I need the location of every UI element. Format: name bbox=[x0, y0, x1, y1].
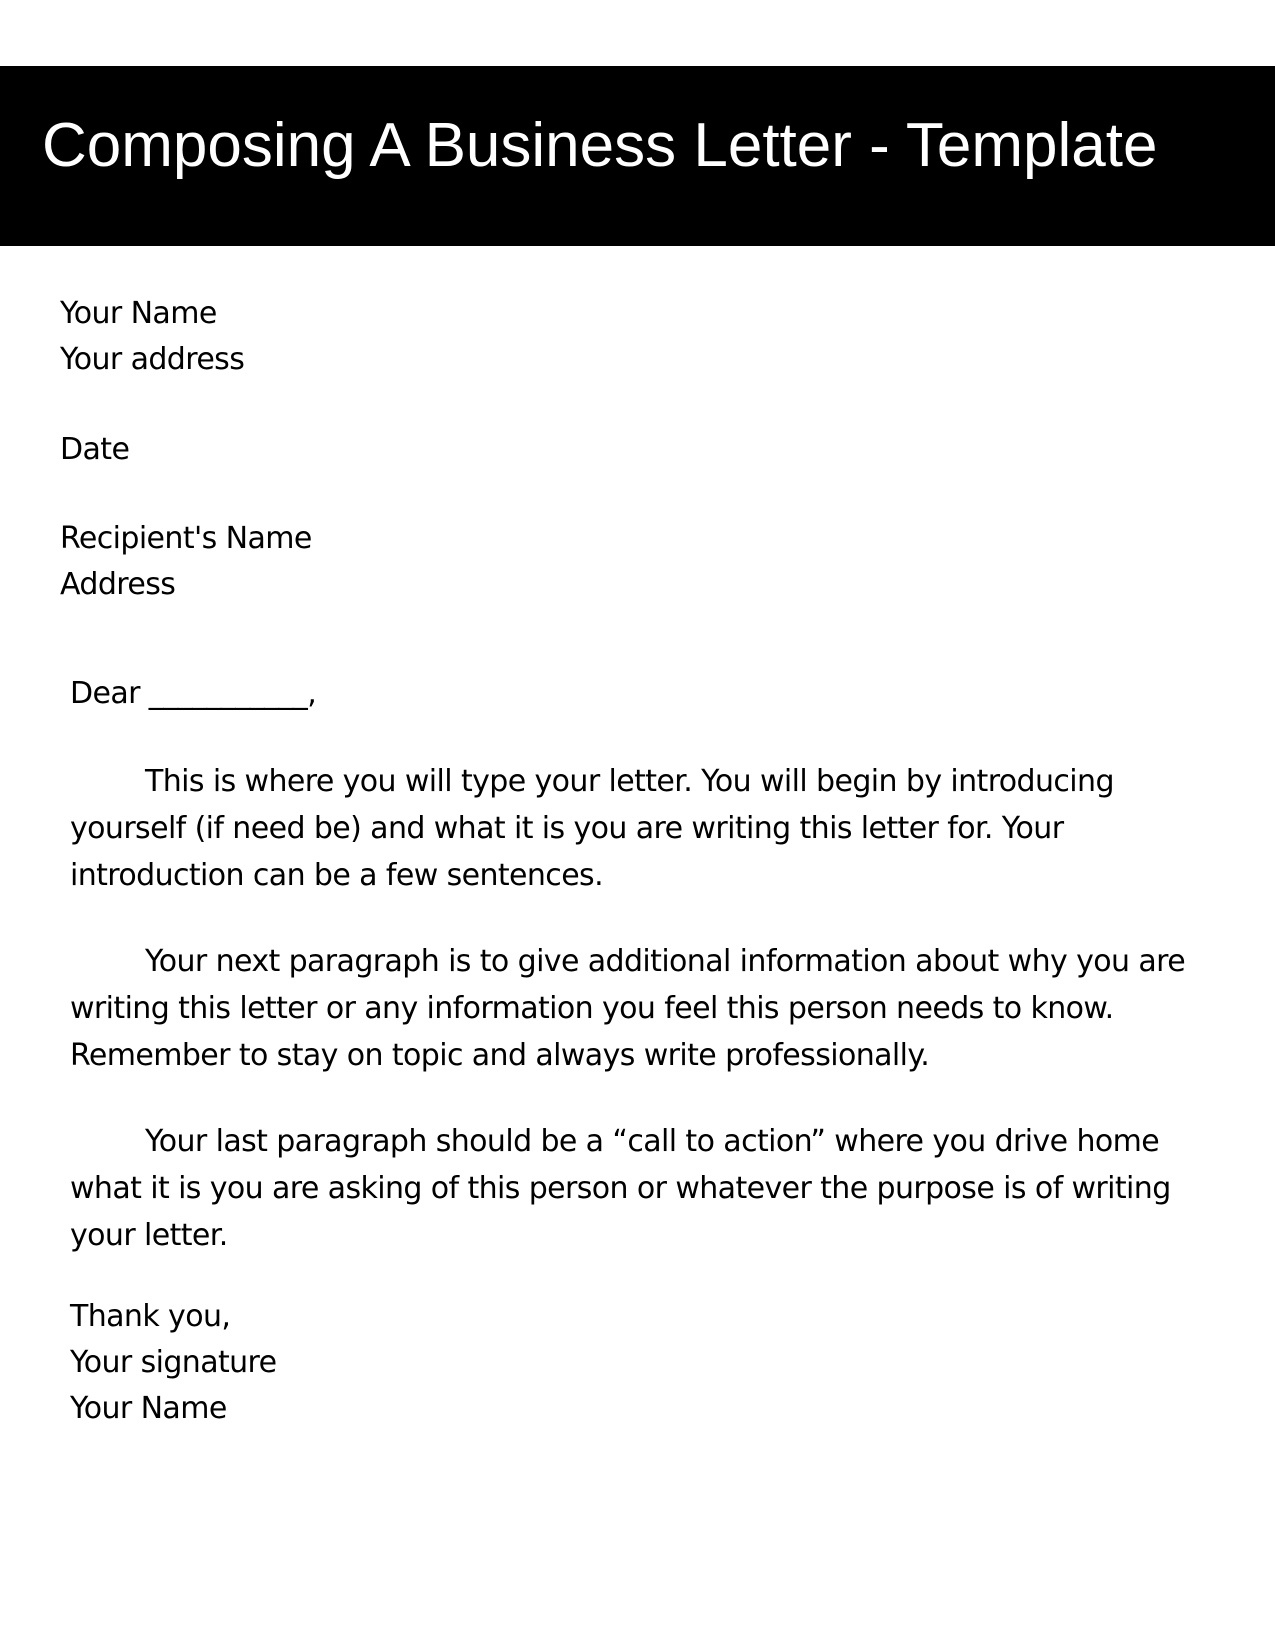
sender-block bbox=[60, 291, 244, 383]
sender-address: Your address bbox=[60, 342, 245, 377]
closing-name: Your Name bbox=[70, 1391, 227, 1426]
recipient-address: Address bbox=[60, 567, 176, 602]
page-title: Composing A Business Letter - Template bbox=[42, 111, 1158, 180]
body-paragraph-details: Your next paragraph is to give additional information about why you are writing this letter or any information you feel this person needs to know. Remember to stay on topic and always write professionally. bbox=[70, 944, 1186, 1073]
closing-signature: Your signature bbox=[70, 1345, 277, 1380]
sender-name: Your Name bbox=[60, 296, 217, 331]
body-paragraph-intro: This is where you will type your letter. You will begin by introducing yourself (if need be) and what it is you are writing this letter for. Your introduction can be a few sentences. bbox=[70, 764, 1114, 893]
body-paragraph-call-to-action: Your last paragraph should be a “call to action” where you drive home what it is you are asking of this person or whatever the purpose is of writing your letter. bbox=[70, 1124, 1171, 1253]
letter-date: Date bbox=[60, 432, 130, 467]
recipient-name: Recipient's Name bbox=[60, 521, 312, 556]
closing-phrase: Thank you, bbox=[70, 1299, 231, 1334]
salutation: Dear ___________, bbox=[70, 676, 317, 711]
closing-block bbox=[70, 1294, 277, 1432]
recipient-block bbox=[60, 516, 312, 608]
